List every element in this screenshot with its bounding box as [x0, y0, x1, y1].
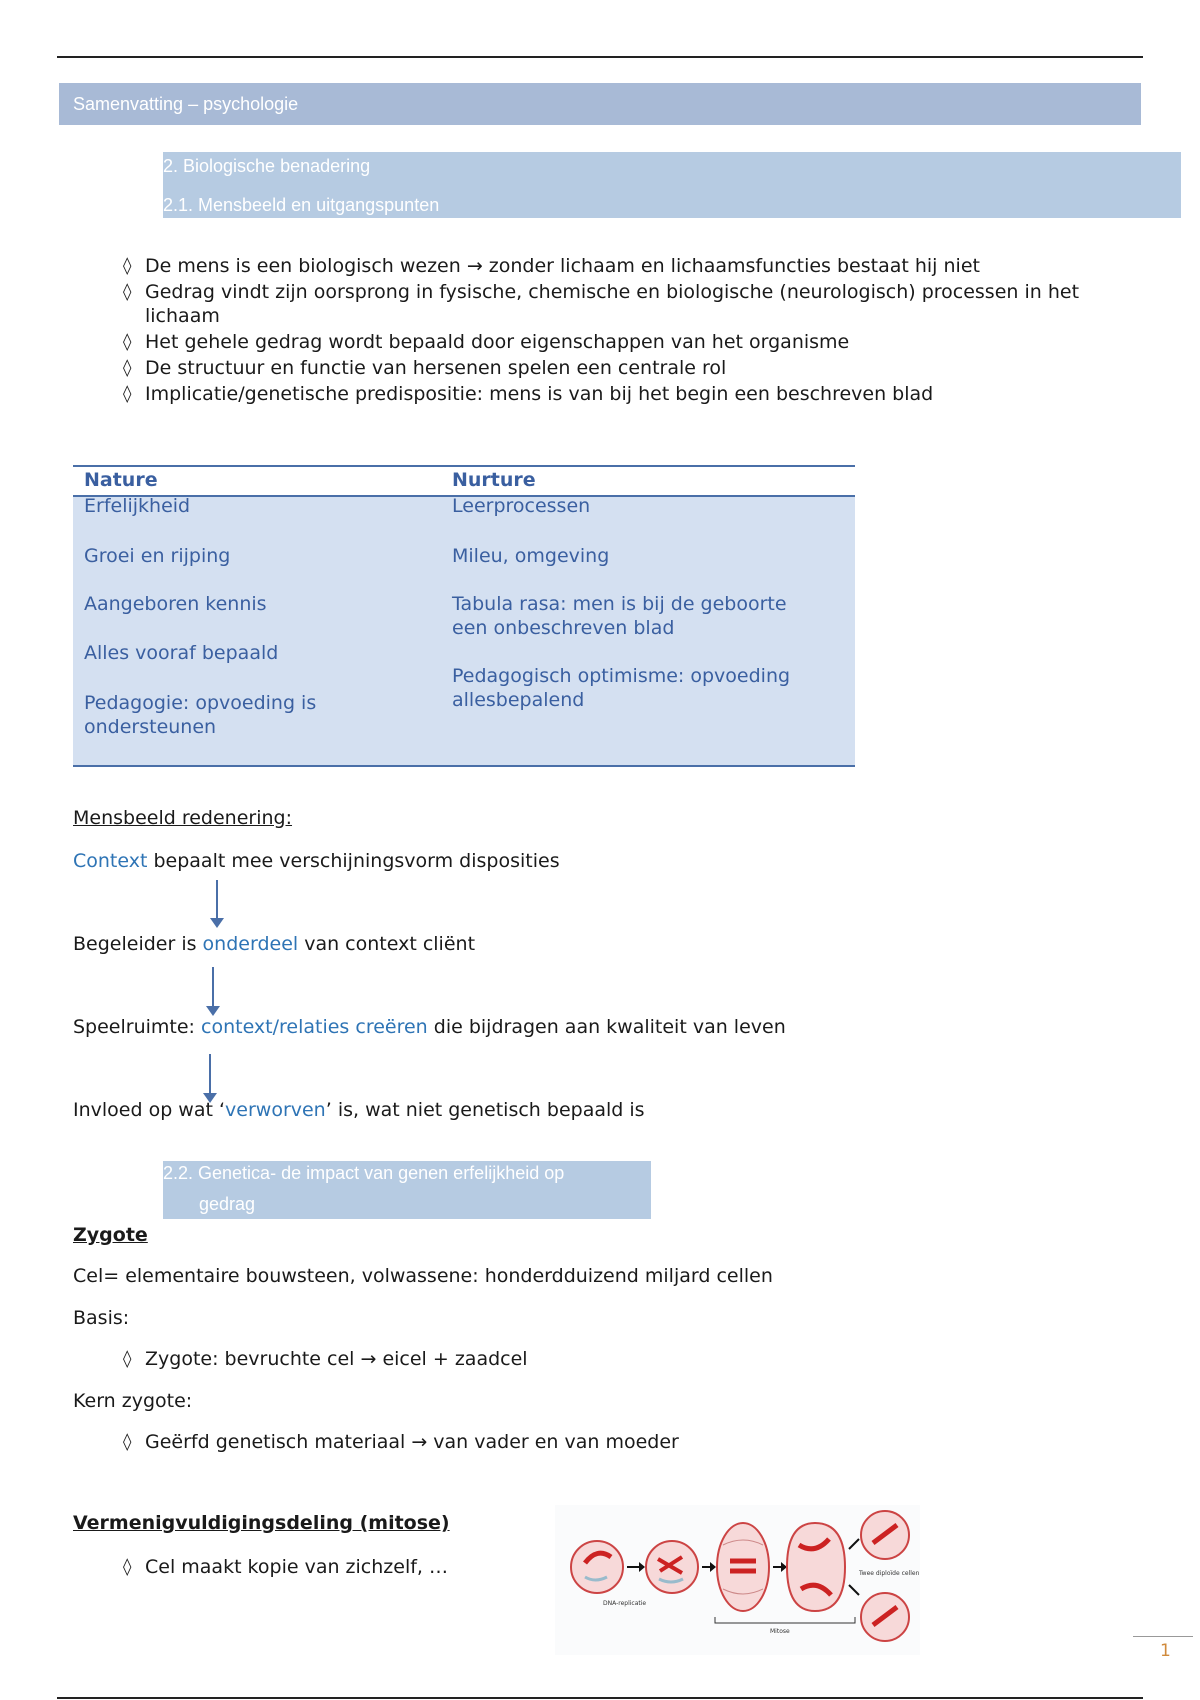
list-item: ◊ Het gehele gedrag wordt bepaald door eigenschappen van het organisme: [123, 331, 850, 353]
top-rule: [57, 56, 1143, 58]
list-item: ◊ De structuur en functie van hersenen spelen een centrale rol: [123, 357, 727, 379]
footer-rule: [1133, 1636, 1193, 1637]
page-number: 1: [1160, 1641, 1171, 1661]
two-cells-label: Twee diploïde cellen: [859, 1570, 920, 1577]
mitosis-diagram: [555, 1505, 920, 1655]
document-header: Samenvatting – psychologie: [59, 83, 1141, 125]
bottom-rule: [57, 1697, 1143, 1699]
diamond-bullet-icon: ◊: [123, 282, 132, 302]
diamond-bullet-icon: ◊: [123, 1432, 132, 1452]
kern-bullet-list: [73, 1430, 873, 1454]
section-2-2-heading-block: [163, 1161, 651, 1219]
dna-replicatie-label: DNA-replicatie: [603, 1600, 647, 1607]
nurture-cell: Pedagogisch optimisme: opvoeding allesbepalend: [452, 665, 791, 711]
diamond-bullet-icon: ◊: [123, 358, 132, 378]
mitose-label: Mitose: [770, 1628, 790, 1635]
list-item: ◊ Geërfd genetisch materiaal → van vader en van moeder: [123, 1431, 679, 1453]
section-2-heading: 2. Biologische benadering: [163, 156, 371, 176]
diamond-bullet-icon: ◊: [123, 1349, 132, 1369]
cell-icon: [717, 1523, 769, 1611]
basis-bullet-list: [73, 1347, 873, 1371]
diamond-bullet-icon: ◊: [123, 1557, 132, 1577]
cell-icon: [571, 1541, 623, 1593]
mensbeeld-line-3: Speelruimte: context/relaties creëren die bijdragen aan kwaliteit van leven: [73, 1016, 786, 1038]
nature-cell: Aangeboren kennis: [84, 593, 267, 615]
section-2-heading-block: [163, 152, 1181, 218]
section-2-2-heading-cont: gedrag: [199, 1194, 256, 1214]
nurture-header: Nurture: [452, 469, 536, 491]
nature-cell: Pedagogie: opvoeding is ondersteunen: [84, 692, 317, 738]
mitose-bullet-list: [73, 1555, 573, 1579]
list-item: ◊ De mens is een biologisch wezen → zonder lichaam en lichaamsfuncties bestaat hij niet: [123, 255, 980, 277]
diamond-bullet-icon: ◊: [123, 256, 132, 276]
mensbeeld-line-2: Begeleider is onderdeel van context cliënt: [73, 933, 476, 955]
mensbeeld-line-4: Invloed op wat ‘verworven’ is, wat niet genetisch bepaald is: [73, 1099, 645, 1121]
nature-nurture-table: [73, 465, 855, 767]
mensbeeld-line-1: Context bepaalt mee verschijningsvorm disposities: [73, 850, 560, 872]
cell-icon: [787, 1523, 845, 1611]
nature-cell: Alles vooraf bepaald: [84, 642, 279, 664]
zygote-title: Zygote: [73, 1224, 148, 1246]
list-item: ◊ Implicatie/genetische predispositie: mens is van bij het begin een beschreven blad: [123, 383, 934, 405]
diamond-bullet-icon: ◊: [123, 384, 132, 404]
table-header-row: [73, 467, 855, 497]
nurture-cell: Leerprocessen: [452, 495, 591, 517]
kern-zygote-label: Kern zygote:: [73, 1390, 193, 1412]
basis-label: Basis:: [73, 1307, 130, 1329]
list-item: ◊ Zygote: bevruchte cel → eicel + zaadcel: [123, 1348, 528, 1370]
diamond-bullet-icon: ◊: [123, 332, 132, 352]
arrow-down-icon: [203, 1054, 217, 1103]
arrow-down-icon: [206, 967, 220, 1016]
nature-header: Nature: [84, 469, 158, 491]
section-2-2-heading: 2.2. Genetica- de impact van genen erfelijkheid op: [163, 1163, 565, 1183]
section-2-1-heading: 2.1. Mensbeeld en uitgangspunten: [163, 195, 440, 215]
list-item: ◊ Cel maakt kopie van zichzelf, …: [123, 1556, 448, 1578]
nature-cell: Erfelijkheid: [84, 495, 191, 517]
mitose-title: Vermenigvuldigingsdeling (mitose): [73, 1512, 450, 1534]
nurture-cell: Mileu, omgeving: [452, 545, 610, 567]
nurture-cell: Tabula rasa: men is bij de geboorte een onbeschreven blad: [452, 593, 787, 639]
list-item: ◊ Gedrag vindt zijn oorsprong in fysische, chemische en biologische (neurologisch) processen in het lichaam: [123, 281, 1080, 327]
nature-cell: Groei en rijping: [84, 545, 231, 567]
mensbeeld-title: Mensbeeld redenering:: [73, 807, 293, 829]
zygote-cel-text: Cel= elementaire bouwsteen, volwassene: honderdduizend miljard cellen: [73, 1265, 773, 1287]
intro-bullet-list: [73, 254, 1113, 406]
arrow-down-icon: [210, 880, 224, 928]
